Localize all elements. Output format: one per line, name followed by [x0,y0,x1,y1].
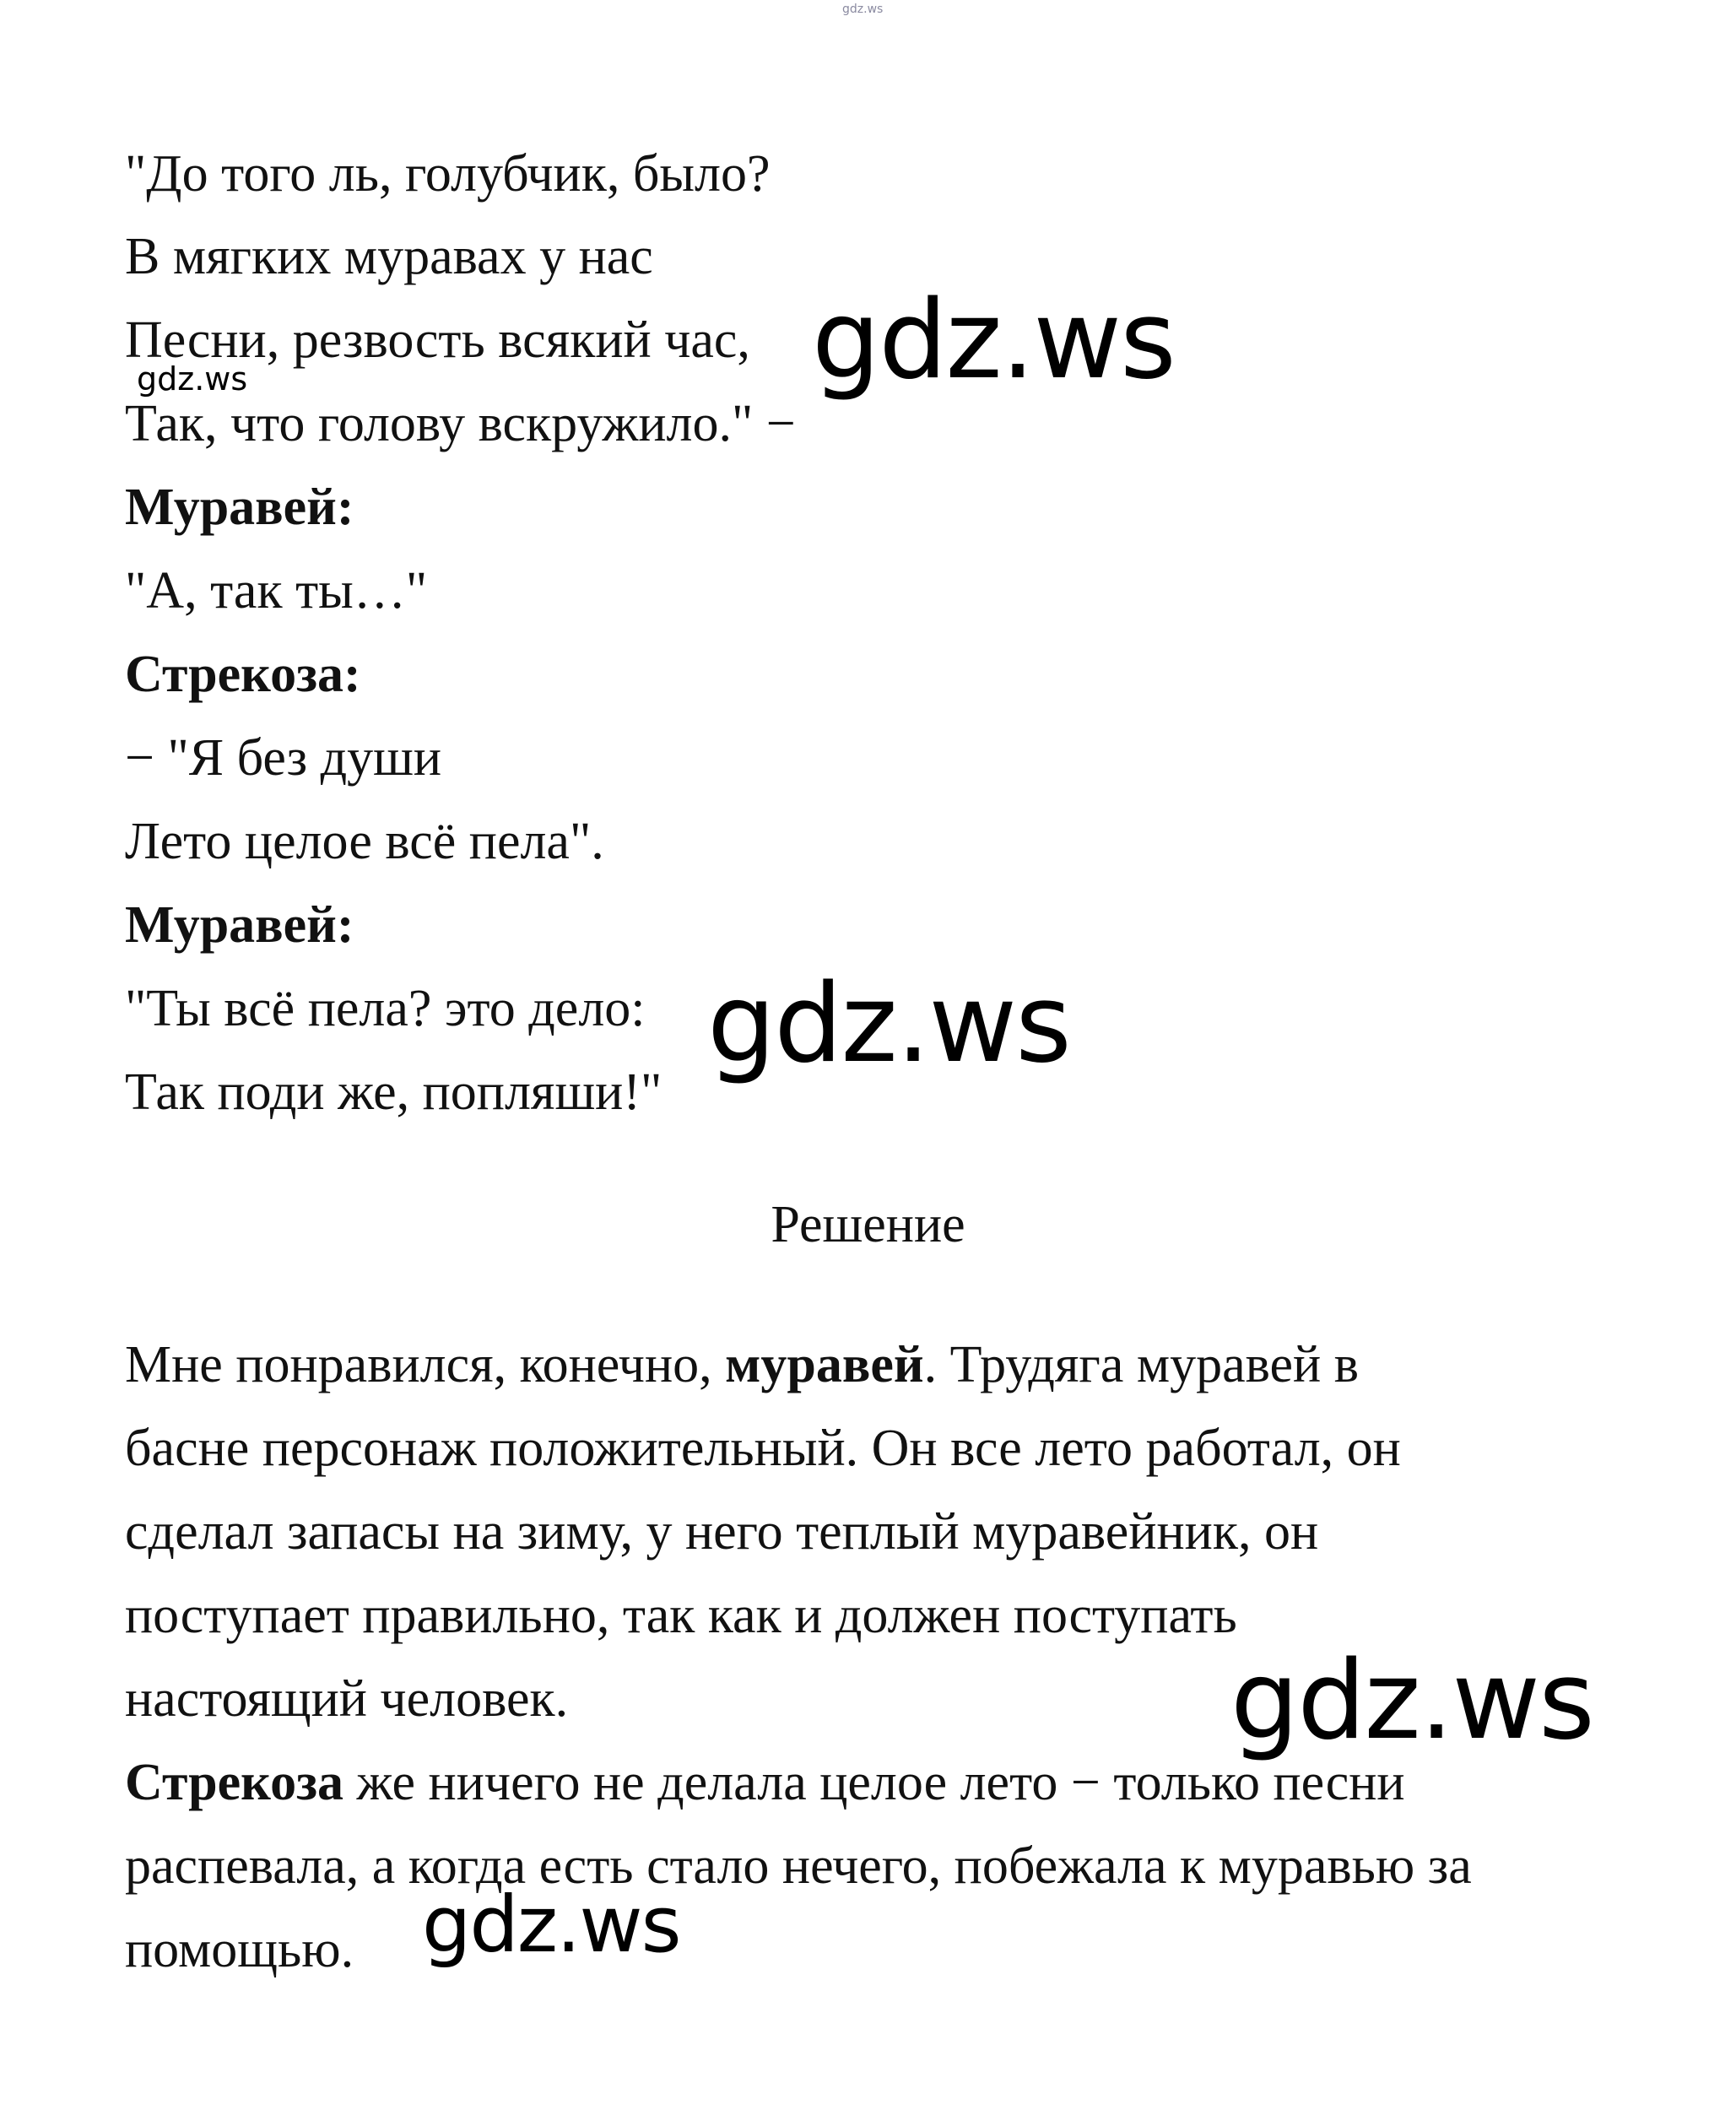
solution-line: помощью. [125,1921,354,1978]
poem-line: Так поди же, попляши!" [125,1063,662,1121]
watermark-big: gdz.ws [707,961,1070,1087]
text-run: . Трудяга муравей в [923,1336,1359,1393]
poem-line: Лето целое всё пела". [125,813,604,870]
emphasis-dragonfly: Стрекоза [125,1754,343,1811]
solution-line: распевала, а когда есть стало нечего, побежала к муравью за [125,1837,1472,1895]
poem-line: Песни, резвость всякий час, [125,311,750,369]
poem-line: "До того ль, голубчик, было? [125,145,771,203]
solution-line: настоящий человек. [125,1670,569,1728]
poem-line: "Ты всё пела? это дело: [125,980,646,1037]
solution-line: басне персонаж положительный. Он все лето работал, он [125,1420,1401,1477]
speaker-label: Стрекоза: [125,646,361,703]
poem-line: Так, что голову вскружило." − [125,395,796,452]
poem-line: В мягких муравах у нас [125,228,653,285]
watermark-mid: gdz.ws [422,1880,680,1970]
text-run: же ничего не делала целое лето − только песни [343,1754,1405,1811]
solution-heading: Решение [771,1196,965,1253]
solution-line: сделал запасы на зиму, у него теплый муравейник, он [125,1503,1319,1561]
watermark-big: gdz.ws [1230,1638,1593,1764]
speaker-label: Муравей: [125,479,354,536]
watermark-small: gdz.ws [137,360,248,398]
poem-line: "А, так ты…" [125,562,428,619]
speaker-label: Муравей: [125,896,354,954]
solution-line [125,1756,1405,1809]
solution-line [125,1336,1359,1393]
watermark-big: gdz.ws [812,278,1175,403]
text-run: Мне понравился, конечно, [125,1336,726,1393]
emphasis-ant: муравей [725,1336,924,1393]
poem-line: − "Я без души [125,729,442,787]
watermark-tiny: gdz.ws [842,3,884,16]
solution-line: поступает правильно, так как и должен поступать [125,1587,1237,1644]
